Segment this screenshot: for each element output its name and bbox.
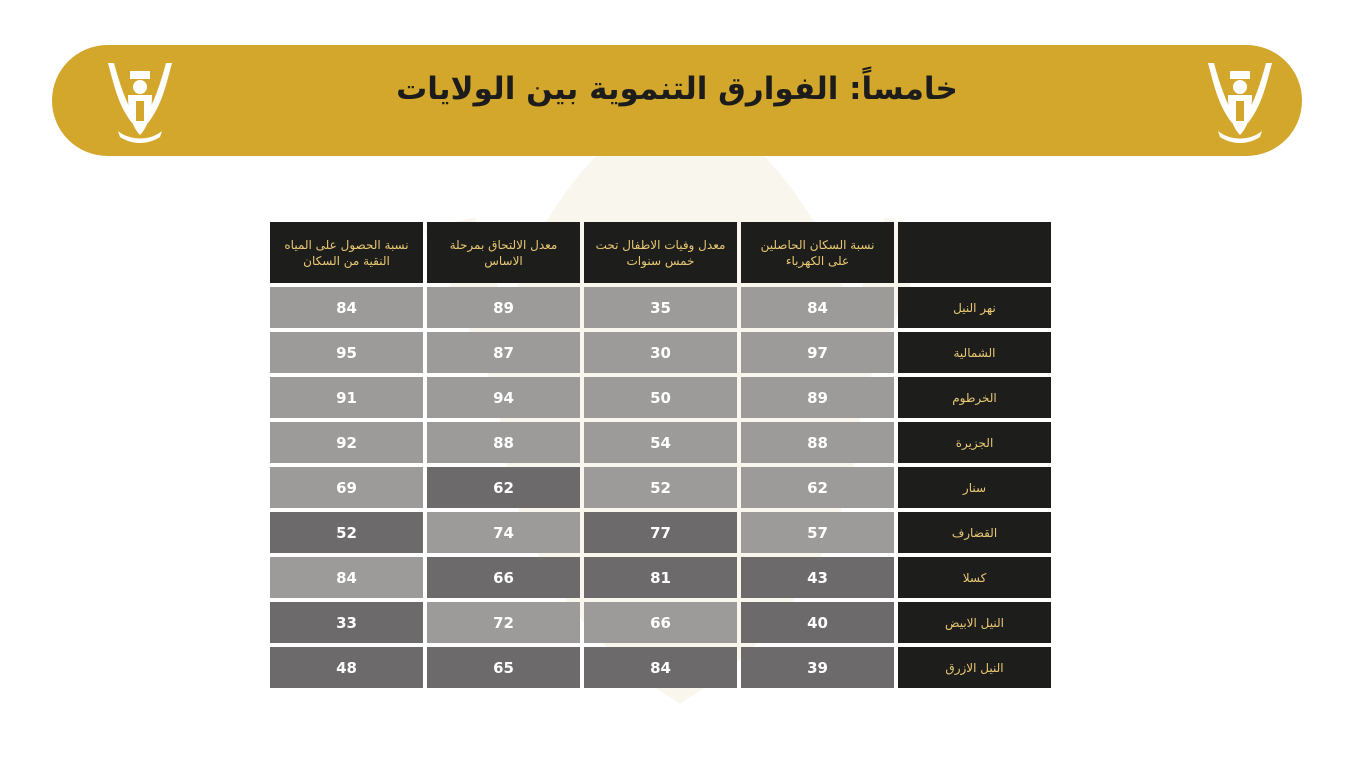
table-row <box>270 377 1051 418</box>
table-row <box>270 287 1051 328</box>
value-cell: 39 <box>741 647 894 688</box>
region-label: القضارف <box>898 512 1051 553</box>
region-label: كسلا <box>898 557 1051 598</box>
region-label: سنار <box>898 467 1051 508</box>
value-cell: 57 <box>741 512 894 553</box>
value-cell: 92 <box>270 422 423 463</box>
value-cell: 35 <box>584 287 737 328</box>
value-cell: 69 <box>270 467 423 508</box>
page-title: خامساً: الفوارق التنموية بين الولايات <box>396 71 958 107</box>
table-row <box>270 512 1051 553</box>
header-child-mortality: معدل وفيات الاطفال تحت خمس سنوات <box>584 222 737 283</box>
value-cell: 97 <box>741 332 894 373</box>
table-row <box>270 557 1051 598</box>
value-cell: 65 <box>427 647 580 688</box>
value-cell: 62 <box>427 467 580 508</box>
table-header-row <box>270 222 1051 283</box>
value-cell: 88 <box>427 422 580 463</box>
table-row <box>270 602 1051 643</box>
value-cell: 52 <box>270 512 423 553</box>
value-cell: 84 <box>270 557 423 598</box>
header-electricity: نسبة السكان الحاصلين على الكهرباء <box>741 222 894 283</box>
region-label: نهر النيل <box>898 287 1051 328</box>
table-row <box>270 647 1051 688</box>
value-cell: 89 <box>741 377 894 418</box>
region-label: النيل الابيض <box>898 602 1051 643</box>
value-cell: 88 <box>741 422 894 463</box>
region-label: الخرطوم <box>898 377 1051 418</box>
value-cell: 95 <box>270 332 423 373</box>
table-row <box>270 332 1051 373</box>
value-cell: 77 <box>584 512 737 553</box>
region-label: النيل الازرق <box>898 647 1051 688</box>
value-cell: 54 <box>584 422 737 463</box>
value-cell: 81 <box>584 557 737 598</box>
region-label: الجزيرة <box>898 422 1051 463</box>
header-clean-water: نسبة الحصول على المياه النقية من السكان <box>270 222 423 283</box>
development-gap-table <box>266 218 1055 692</box>
region-label: الشمالية <box>898 332 1051 373</box>
value-cell: 43 <box>741 557 894 598</box>
value-cell: 84 <box>270 287 423 328</box>
value-cell: 62 <box>741 467 894 508</box>
value-cell: 84 <box>584 647 737 688</box>
value-cell: 74 <box>427 512 580 553</box>
value-cell: 84 <box>741 287 894 328</box>
value-cell: 89 <box>427 287 580 328</box>
value-cell: 66 <box>427 557 580 598</box>
table-row <box>270 422 1051 463</box>
table-row <box>270 467 1051 508</box>
value-cell: 50 <box>584 377 737 418</box>
coat-of-arms-icon <box>1200 57 1280 145</box>
value-cell: 87 <box>427 332 580 373</box>
title-banner <box>52 45 1302 156</box>
value-cell: 30 <box>584 332 737 373</box>
value-cell: 33 <box>270 602 423 643</box>
value-cell: 66 <box>584 602 737 643</box>
value-cell: 40 <box>741 602 894 643</box>
value-cell: 52 <box>584 467 737 508</box>
value-cell: 94 <box>427 377 580 418</box>
value-cell: 91 <box>270 377 423 418</box>
header-basic-enrollment: معدل الالتحاق بمرحلة الاساس <box>427 222 580 283</box>
header-corner <box>898 222 1051 283</box>
value-cell: 48 <box>270 647 423 688</box>
value-cell: 72 <box>427 602 580 643</box>
